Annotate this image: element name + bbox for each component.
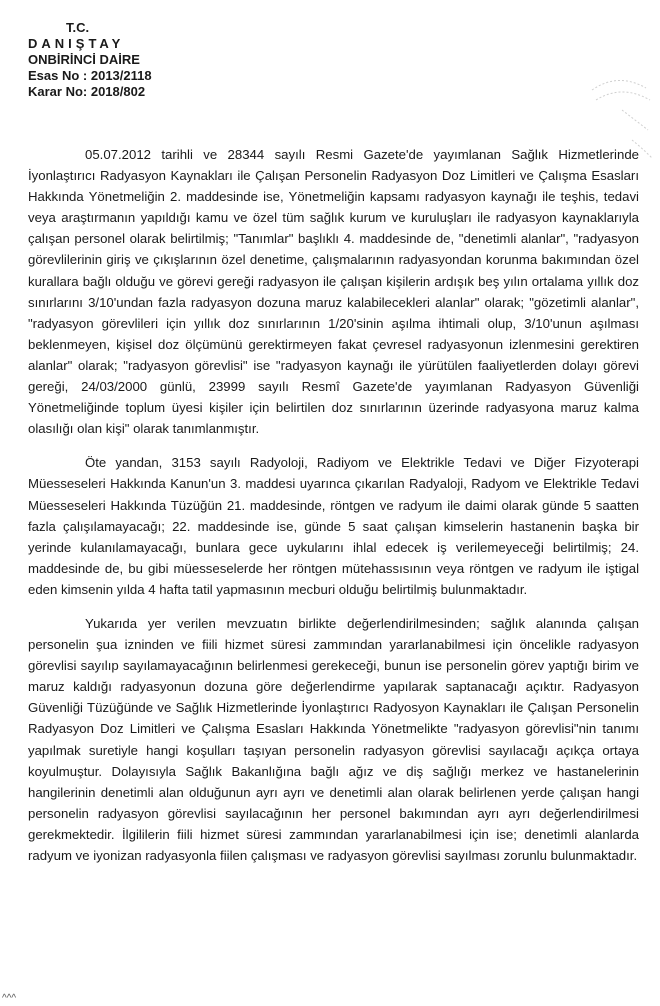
paragraph: 05.07.2012 tarihli ve 28344 sayılı Resmi Gazete'de yayımlanan Sağlık Hizmetlerinde İyonlaştırıcı Radyasyon Kaynakları ile Çalışan Personelin Radyasyon Doz Limitleri ve Çalışma Esasları Hakkında Yönetmeliğin 2. maddesinde ise, Yönetmeliğin kapsamı radyasyon kaynağı ile teşhis, tedavi veya araştırmanın yapıldığı kamu ve özel tüm sağlık kurum ve kuruluşları ile radyasyon kaynaklarıyla çalışan personel olarak belirtilmiş; "Tanımlar" başlıklı 4. maddesinde de, "denetimli alanlar", "radyasyon görevlilerinin giriş ve çıkışlarının özel denetime, çalışmalarının radyasyondan korunma bakımından özel kurallara bağlı olduğu ve görevi gereği radyasyon ile çalışan kişilerin ardışık beş yılın ortalama yıllık doz sınırlarını 3/10'undan fazla radyasyon dozuna maruz kalabilecekleri alanlar" olarak; "gözetimli alanlar", "radyasyon görevlileri için yıllık doz sınırlarının 1/20'sinin aşılma ihtimali olup, 3/10'unun aşılması beklenmeyen, kişisel doz ölçümünü gerektirmeyen fakat çevresel radyasyonun izlenmesini gerektiren alanlar" olarak; "radyasyon görevlisi" ise "radyasyon kaynağı ile yürütülen faaliyetlerden dolayı görevi gereği, 24/03/2000 günlü, 23999 sayılı Resmî Gazete'de yayımlanan Radyasyon Güvenliği Yönetmeliğinde toplum üyesi kişiler için belirtilen doz sınırlarının üzerinde radyasyona maruz kalma olasılığı olan kişi" olarak tanımlanmıştır. <box>28 147 639 437</box>
paragraph: Yukarıda yer verilen mevzuatın birlikte değerlendirilmesinden; sağlık alanında çalışan personelin şua izninden ve fiili hizmet süresi zammından yararlanabilmesi için öncelikle radyasyon görevlisi sayılıp sayılamayacağının belirlenmesi gerekeceği, bunun ise personelin görev yaptığı birim ve maruz kaldığı radyasyonun dozuna göre değerlendirme yapılarak saptanacağı açıktır. Radyasyon Güvenliği Tüzüğünde ve Sağlık Hizmetlerinde İyonlaştırıcı Radyosyon Kaynakları ile Çalışan Personelin Radyasyon Doz Limitleri ve Çalışma Esasları Hakkında Yönetmelikte "radyasyon görevlisi"nin tanımı yapılmak suretiyle hangi koşulları taşıyan personelin radyasyon görevlisi sayılacağı açıkça ortaya koyulmuştur. Dolayısıyla Sağlık Bakanlığına bağlı ağız ve diş sağlığı merkez ve hastanelerinin hangilerinin denetimli alan olduğunun ayrı ayrı ve denetimli alan olarak belirlenen yerde çalışan hangi personelin radyasyon görevlisi sayılacağının her personel bakımından ayrı ayrı değerlendirilmesi gerekmektedir. İlgililerin fiili hizmet süresi zammından yararlanabilmesi için ise; denetimli alanlarda radyum ve iyonizan radyasyonla fiilen çalışması ve radyasyon görevlisi sayılması zorunlu bulunmaktadır. <box>28 615 639 863</box>
paragraph: Öte yandan, 3153 sayılı Radyoloji, Radiyom ve Elektrikle Tedavi ve Diğer Fizyoterapi Müesseseleri Hakkında Kanun'un 3. maddesi uyarınca çıkarılan Radyaloji, Radyom ve Elektrikle Tedavi Müesseseleri Hakkında Tüzüğün 21. maddesinde, röntgen ve radyum ile daimi olarak günde 5 saatten fazla çalışılamayacağı; 22. maddesinde ise, günde 5 saat çalışan kimselerin hastanenin başka bir yerinde kulanılamayacağı, bunlara gece uykularını ihlal edecek iş verilemeyeceği belirtilmiş; 24. maddesinde de, bu gibi müesseselerde her röntgen mütehassısının veya röntgen ve radyum ile iştigal eden kimsenin yılda 4 hafta tatil yapmasının mecburi olduğu belirtilmiş bulunmaktadır. <box>28 455 639 597</box>
tc-label: T.C. <box>66 20 90 35</box>
page-corner-mark: ^^^ <box>2 993 17 1004</box>
chamber-name: ONBİRİNCİ DAİRE <box>28 52 140 67</box>
document-header <box>28 20 152 100</box>
institution-name: DANIŞTAY <box>28 36 125 51</box>
karar-number: Karar No: 2018/802 <box>28 84 146 99</box>
document-body <box>28 144 639 879</box>
esas-number: Esas No : 2013/2118 <box>28 68 152 83</box>
